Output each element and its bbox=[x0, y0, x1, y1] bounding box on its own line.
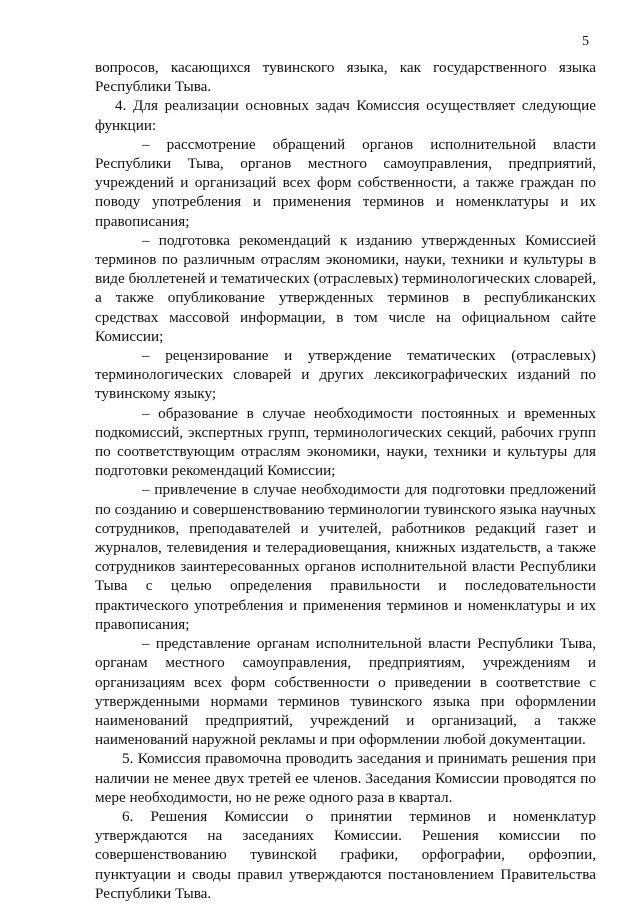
document-body bbox=[95, 58, 596, 903]
list-item-function-1: – рассмотрение обращений органов исполнительной власти Республики Тыва, органов местного самоуправления, предприятий, учреждений и организаций всех форм собственности, а также граждан по поводу употребления и применения терминов и номенклатуры и их правописания; bbox=[95, 135, 596, 230]
list-item-function-5: – привлечение в случае необходимости для подготовки предложений по созданию и совершенствованию терминологии тувинского языка научных сотрудников, преподавателей и учителей, работников редакций газет и журналов, телевидения и телерадиовещания, книжных издательств, а также сотрудников заинтересованных органов исполнительной власти Республики Тыва с целью определения правильности и последовательности практического употребления и применения терминов и номенклатуры и их правописания; bbox=[95, 481, 596, 633]
list-item-function-4: – образование в случае необходимости постоянных и временных подкомиссий, экспертных групп, терминологических секций, рабочих групп по соответствующим отраслям экономики, науки, техники и культуры для подготовки рекомендаций Комиссии; bbox=[95, 404, 596, 480]
paragraph-section-4: 4. Для реализации основных задач Комиссия осуществляет следующие функции: bbox=[95, 97, 596, 134]
paragraph-continuation: вопросов, касающихся тувинского языка, как государственного языка Республики Тыва. bbox=[95, 59, 596, 96]
list-item-function-3: – рецензирование и утверждение тематических (отраслевых) терминологических словарей и других лексикографических изданий по тувинскому языку; bbox=[95, 347, 596, 403]
list-item-function-2: – подготовка рекомендаций к изданию утвержденных Комиссией терминов по различным отраслям экономики, науки, техники и культуры в виде бюллетеней и тематических (отраслевых) терминологических словарей, а также опубликование утвержденных терминов в республиканских средствах массовой информации, в том числе на официальном сайте Комиссии; bbox=[95, 231, 596, 345]
paragraph-section-5: 5. Комиссия правомочна проводить заседания и принимать решения при наличии не менее двух третей ее членов. Заседания Комиссии проводятся по мере необходимости, но не реже одного раза в квартал. bbox=[95, 750, 596, 806]
paragraph-section-6: 6. Решения Комиссии о принятии терминов и номенклатур утверждаются на заседаниях Комиссии. Решения комиссии по совершенствованию тувинской графики, орфографии, орфоэпии, пунктуации и своды правил утверждаются постановлением Правительства Республики Тыва. bbox=[95, 807, 596, 902]
page-number: 5 bbox=[582, 34, 589, 49]
list-item-function-6: – представление органам исполнительной власти Республики Тыва, органам местного самоуправления, предприятиям, учреждениям и организациям всех форм собственности о приведении в соответствие с утвержденными нормами терминов тувинского языка при оформлении наименований предприятий, учреждений и организаций, а также наименований наружной рекламы и при оформлении любой документации. bbox=[95, 635, 596, 749]
